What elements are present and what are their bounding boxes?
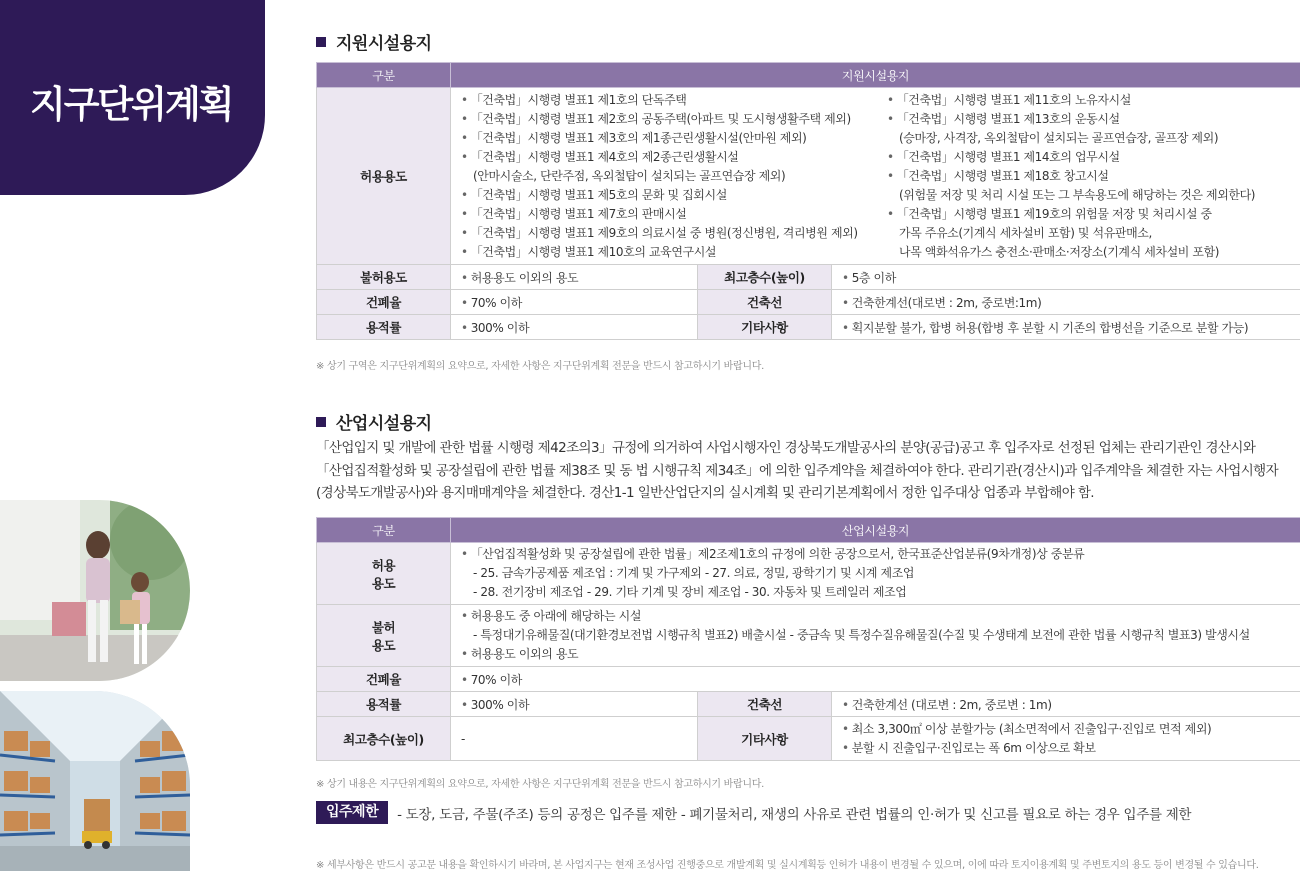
list-item: (안마시술소, 단란주점, 옥외철탑이 설치되는 골프연습장 제외) bbox=[473, 168, 786, 183]
industry-banned-label: 불허 용도 bbox=[317, 605, 451, 667]
list-item: • 「건축법」시행령 별표1 제14호의 업무시설 bbox=[887, 149, 1120, 164]
table-row: 건폐율 • 70% 이하 bbox=[317, 667, 1300, 692]
shopping-photo bbox=[0, 500, 190, 681]
list-item: (승마장, 사격장, 옥외철탑이 설치되는 골프연습장, 골프장 제외) bbox=[899, 130, 1219, 145]
industry-allowed-list bbox=[461, 545, 1290, 602]
page-title: 지구단위계획 bbox=[30, 83, 233, 126]
list-item: • 「건축법」시행령 별표1 제3호의 제1종근린생활시설(안마원 제외) bbox=[461, 130, 807, 145]
support-allowed-label: 허용용도 bbox=[317, 88, 451, 265]
industry-note: ※ 상기 내용은 지구단위계획의 요약으로, 자세한 사항은 지구단위계획 전문을 반드시 참고하시기 바랍니다. bbox=[316, 779, 764, 790]
square-bullet-icon bbox=[316, 37, 326, 47]
list-item: • 분할 시 진출입구·진입로는 폭 6m 이상으로 확보 bbox=[842, 740, 1096, 755]
list-item: (위험물 저장 및 처리 시설 또는 그 부속용도에 해당하는 것은 제외한다) bbox=[899, 187, 1256, 202]
list-item: • 「건축법」시행령 별표1 제9호의 의료시설 중 병원(정신병원, 격리병원 제외) bbox=[461, 225, 858, 240]
list-item: • 「건축법」시행령 별표1 제10호의 교육연구시설 bbox=[461, 244, 717, 259]
restriction-row bbox=[316, 801, 1191, 824]
list-item: • 「건축법」시행령 별표1 제7호의 판매시설 bbox=[461, 206, 687, 221]
list-item: • 「건축법」시행령 별표1 제18호 창고시설 bbox=[887, 168, 1109, 183]
table-row bbox=[317, 543, 1300, 605]
support-allowed-left-list bbox=[461, 91, 887, 262]
restriction-badge: 입주제한 bbox=[316, 801, 388, 824]
table-row: 건폐율 • 70% 이하 건축선 • 건축한계선(대로변 : 2m, 중로변:1m) bbox=[317, 290, 1300, 315]
industry-table bbox=[316, 517, 1300, 761]
list-item: • 「건축법」시행령 별표1 제19호의 위험물 저장 및 처리시설 중 bbox=[887, 206, 1212, 221]
table-row: 용적률 • 300% 이하 건축선 • 건축한계선 (대로변 : 2m, 중로변 : 1m) bbox=[317, 692, 1300, 717]
support-allowed-cell bbox=[451, 88, 1300, 265]
industry-head-value: 산업시설용지 bbox=[451, 518, 1300, 543]
list-item: • 허용용도 이외의 용도 bbox=[461, 647, 579, 661]
list-item: - 28. 전기장비 제조업 - 29. 기타 기계 및 장비 제조업 - 30. 자동차 및 트레일러 제조업 bbox=[473, 585, 907, 599]
title-block bbox=[0, 0, 265, 195]
list-item: 나목 액화석유가스 충전소·판매소·저장소(기계식 세차설비 포함) bbox=[899, 244, 1220, 259]
restriction-text: - 도장, 도금, 주물(주조) 등의 공정은 입주를 제한 - 폐기물처리, 재생의 사유로 관련 법률의 인·허가 및 신고를 필요로 하는 경우 입주를 제한 bbox=[397, 806, 1192, 823]
support-section-title: 지원시설용지 bbox=[316, 29, 432, 54]
list-item: • 「건축법」시행령 별표1 제1호의 단독주택 bbox=[461, 92, 687, 107]
list-item: • 「건축법」시행령 별표1 제11호의 노유자시설 bbox=[887, 92, 1131, 107]
list-item: - 특정대기유해물질(대기환경보전법 시행규칙 별표2) 배출시설 - 중금속 및 특정수질유해물질(수질 및 수생태계 보전에 관한 법률 시행규칙 별표3) 발생시설 bbox=[473, 628, 1250, 642]
list-item: • 허용용도 중 아래에 해당하는 시설 bbox=[461, 609, 642, 623]
list-item: - 25. 금속가공제품 제조업 : 기계 및 가구제외 - 27. 의료, 정밀, 광학기기 및 시계 제조업 bbox=[473, 566, 915, 580]
table-row: 불허용도 • 허용용도 이외의 용도 최고층수(높이) • 5층 이하 bbox=[317, 265, 1300, 290]
table-row: 최고층수(높이) - 기타사항 • 최소 3,300㎡ 이상 분할가능 (최소면적에서 진출입구·진입로 면적 제외) • 분할 시 진출입구·진입로는 폭 6m 이상으로 확보 bbox=[317, 717, 1300, 761]
support-head-value: 지원시설용지 bbox=[451, 63, 1300, 88]
warehouse-photo bbox=[0, 691, 190, 871]
support-head-label: 구분 bbox=[317, 63, 451, 88]
support-allowed-right-list bbox=[887, 91, 1255, 262]
list-item: • 최소 3,300㎡ 이상 분할가능 (최소면적에서 진출입구·진입로 면적 제외) bbox=[842, 721, 1212, 736]
footnote: ※ 세부사항은 반드시 공고문 내용을 확인하시기 바라며, 본 사업지구는 현재 조성사업 진행중으로 개발계획 및 실시계획등 인허가 내용이 변경될 수 있으며, 이에 따라 토지이용계획 및 주변토지의 용도 등이 변경될 수 있습니다. bbox=[316, 860, 1259, 871]
industry-allowed-label: 허용 용도 bbox=[317, 543, 451, 605]
support-table bbox=[316, 62, 1300, 340]
industry-banned-list bbox=[461, 607, 1290, 664]
list-item: • 「건축법」시행령 별표1 제5호의 문화 및 집회시설 bbox=[461, 187, 727, 202]
list-item: • 「건축법」시행령 별표1 제2호의 공동주택(아파트 및 도시형생활주택 제외) bbox=[461, 111, 851, 126]
table-row bbox=[317, 605, 1300, 667]
list-item: • 「산업집적활성화 및 공장설립에 관한 법률」제2조제1호의 규정에 의한 공장으로서, 한국표준산업분류(9차개정)상 중분류 bbox=[461, 547, 1085, 561]
list-item: • 「건축법」시행령 별표1 제4호의 제2종근린생활시설 bbox=[461, 149, 739, 164]
support-note: ※ 상기 구역은 지구단위계획의 요약으로, 자세한 사항은 지구단위계획 전문을 반드시 참고하시기 바랍니다. bbox=[316, 361, 764, 372]
list-item: • 「건축법」시행령 별표1 제13호의 운동시설 bbox=[887, 111, 1120, 126]
table-row: 용적률 • 300% 이하 기타사항 • 획지분할 불가, 합병 허용(합병 후 분할 시 기존의 합병선을 기준으로 분할 가능) bbox=[317, 315, 1300, 340]
list-item: 가목 주유소(기계식 세차설비 포함) 및 석유판매소, bbox=[899, 225, 1152, 240]
industry-section-title: 산업시설용지 bbox=[316, 409, 432, 434]
industry-head-label: 구분 bbox=[317, 518, 451, 543]
square-bullet-icon bbox=[316, 417, 326, 427]
industry-description: 「산업입지 및 개발에 관한 법률 시행령 제42조의3」규정에 의거하여 사업시행자인 경상북도개발공사의 분양(공급)공고 후 입주자로 선정된 업체는 관리기관인 경산시와 「산업집적활성화 및 공장설립에 관한 법률 제38조 및 동 법 시행규칙 제34조」에 의한 입주계약을 체결하여야 한다. 관리기관(경산시)과 입주계약을 체결한 자는 사업시행자 (경상북도개발공사)와 용지매매계약을 체결한다. 경산1-1 일반산업단지의 실시계획 및 관리기본계획에서 정한 입주대상 업종과 부합해야 함. bbox=[316, 440, 1279, 501]
